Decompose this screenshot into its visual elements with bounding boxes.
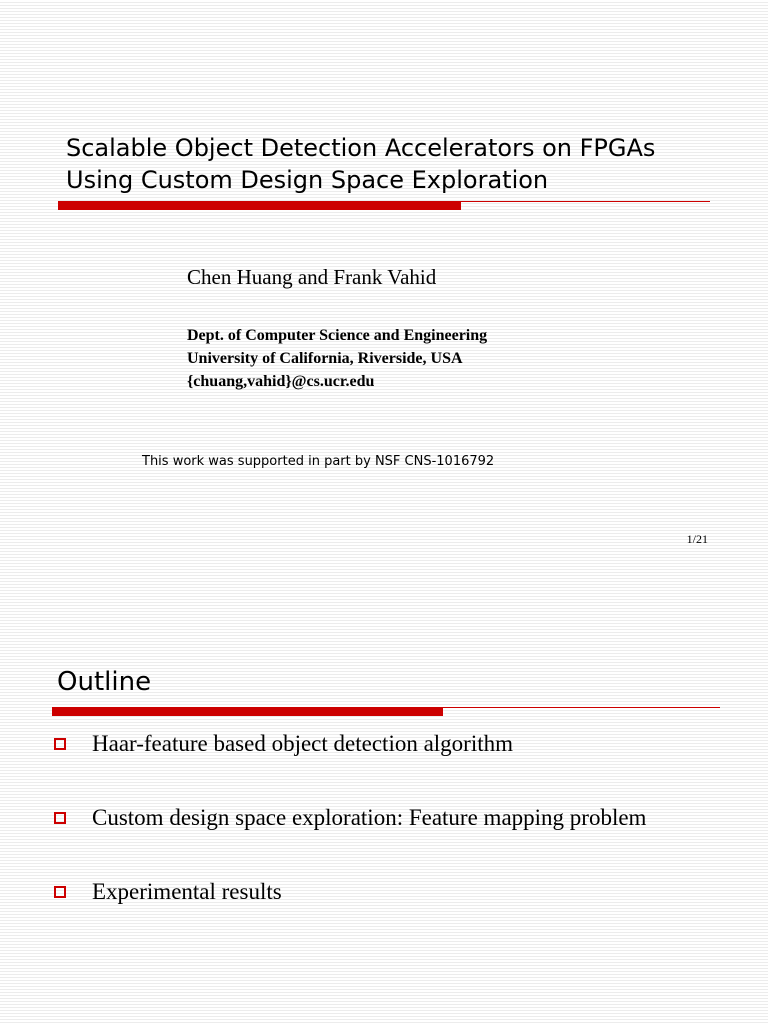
title-divider-thick <box>58 202 461 210</box>
outline-heading: Outline <box>57 667 152 697</box>
funding-note: This work was supported in part by NSF CNS-1016792 <box>142 454 495 469</box>
outline-item <box>52 802 742 876</box>
outline-divider-thick <box>52 708 443 716</box>
page-number: 1/21 <box>686 532 708 546</box>
department: Dept. of Computer Science and Engineering <box>187 327 488 344</box>
hollow-square-bullet-icon <box>54 812 66 824</box>
slide-title-heading <box>66 132 746 196</box>
hollow-square-bullet-icon <box>54 738 66 750</box>
affiliation <box>187 324 487 393</box>
title-line-2: Using Custom Design Space Exploration <box>66 166 549 194</box>
slide-outline <box>0 600 768 1024</box>
university: University of California, Riverside, USA <box>187 350 463 367</box>
outline-item <box>52 728 742 802</box>
outline-item-text: Experimental results <box>92 879 282 904</box>
authors: Chen Huang and Frank Vahid <box>187 265 437 289</box>
outline-item-text: Haar-feature based object detection algorithm <box>92 731 514 756</box>
title-line-1: Scalable Object Detection Accelerators on FPGAs <box>66 134 656 162</box>
email: {chuang,vahid}@cs.ucr.edu <box>187 373 375 390</box>
outline-list <box>52 728 742 950</box>
outline-item-text: Custom design space exploration: Feature mapping problem <box>92 805 647 830</box>
hollow-square-bullet-icon <box>54 886 66 898</box>
outline-item <box>52 876 742 950</box>
